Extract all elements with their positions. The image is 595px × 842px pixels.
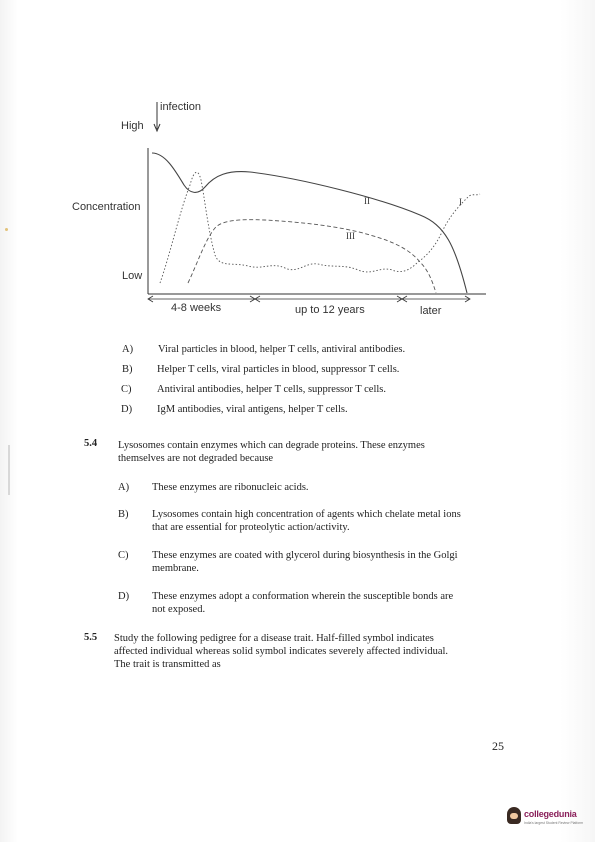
question-number-5-5: 5.5 xyxy=(84,632,98,643)
stem-line: affected individual whereas solid symbol indicates severely affected individual. xyxy=(114,646,449,657)
option-letter: A) xyxy=(122,344,134,355)
option-text: These enzymes are ribonucleic acids. xyxy=(152,482,309,493)
curve-ii-solid xyxy=(152,153,467,293)
option-text-line-1: These enzymes are coated with glycerol during biosynthesis in the Golgi xyxy=(152,550,458,561)
option-letter: D) xyxy=(121,404,133,415)
stem-line: Lysosomes contain enzymes which can degrade proteins. These enzymes xyxy=(118,440,425,451)
option-letter: B) xyxy=(122,364,133,375)
option-text-line-2: that are essential for proteolytic action/activity. xyxy=(152,522,350,533)
option-text: Viral particles in blood, helper T cells, antiviral antibodies. xyxy=(158,344,406,355)
option-letter: C) xyxy=(121,384,132,395)
stem-line: Study the following pedigree for a disease trait. Half-filled symbol indicates xyxy=(114,633,434,644)
concentration-label: Concentration xyxy=(72,201,141,213)
curve-label-iii: III xyxy=(346,231,355,241)
option-letter: C) xyxy=(118,550,129,561)
logo-tagline: India's largest Student Review Platform xyxy=(524,821,584,825)
option-letter: A) xyxy=(118,482,130,493)
option-text: IgM antibodies, viral antigens, helper T cells. xyxy=(157,404,348,415)
time-label-later: later xyxy=(420,305,442,317)
question-5-5-stem xyxy=(114,632,448,671)
curve-i-dotted xyxy=(160,172,480,283)
option-text-line-2: not exposed. xyxy=(152,604,206,615)
question-number-5-4: 5.4 xyxy=(84,438,98,449)
stem-line: The trait is transmitted as xyxy=(114,659,221,670)
hiv-concentration-graph xyxy=(0,0,595,330)
option-letter: B) xyxy=(118,509,129,520)
logo-name: collegedunia xyxy=(524,809,577,819)
curve-label-ii: II xyxy=(364,196,370,206)
high-label: High xyxy=(121,120,144,132)
option-letter: D) xyxy=(118,591,130,602)
option-text-line-2: membrane. xyxy=(152,563,199,574)
collegedunia-logo xyxy=(507,807,587,831)
option-text-line-1: These enzymes adopt a conformation wherein the susceptible bonds are xyxy=(152,591,454,602)
curve-label-i: I xyxy=(459,197,462,207)
question-5-4-stem xyxy=(118,439,425,465)
infection-label: infection xyxy=(160,101,201,113)
time-label-weeks: 4-8 weeks xyxy=(171,302,222,314)
curve-iii-dashed xyxy=(188,220,436,293)
option-text: Helper T cells, viral particles in blood, suppressor T cells. xyxy=(157,364,400,375)
stem-line: themselves are not degraded because xyxy=(118,453,274,464)
option-text-line-1: Lysosomes contain high concentration of agents which chelate metal ions xyxy=(152,509,461,520)
scan-edge-mark xyxy=(8,445,10,495)
student-mascot-icon xyxy=(507,807,521,824)
option-text: Antiviral antibodies, helper T cells, suppressor T cells. xyxy=(157,384,387,395)
time-label-years: up to 12 years xyxy=(295,304,365,316)
low-label: Low xyxy=(122,270,143,282)
page-number: 25 xyxy=(492,739,504,753)
